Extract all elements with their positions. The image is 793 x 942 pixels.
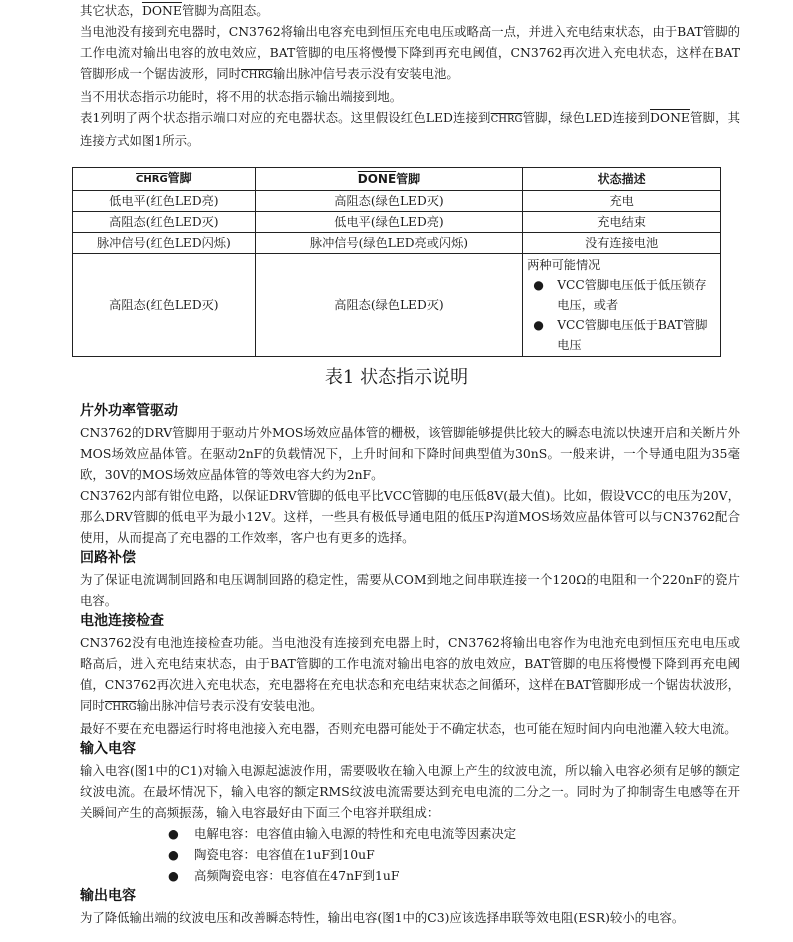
header-suffix: 管脚 <box>396 172 421 186</box>
intro-paragraph-3: 当不用状态指示功能时，将不用的状态指示输出端接到地。 <box>80 89 403 104</box>
table-row <box>73 212 721 233</box>
intro-para2-a: 当电池没有接到充电器时，CN3762将输出电容充电到恒压充电电压或略高一点，并进入充电结束状态，由于BAT管脚的工作电流对输出电容的放电效应，BAT管脚的电压将慢慢下降到再充电阈值，CN3762再次进入充电状态，这样在BAT管脚形成一个锯齿波形，同时 <box>80 24 740 81</box>
body-sections <box>80 401 740 928</box>
chrg-signal: CHRG <box>241 70 273 81</box>
table-cell: 低电平(红色LED亮) <box>73 191 256 212</box>
intro-para4-b: 管脚，绿色LED连接到 <box>522 110 650 125</box>
bullet-icon: ● <box>533 278 544 292</box>
header-chrg-pin <box>73 168 256 191</box>
list-item-text: 陶瓷电容：电容值在1uF到10uF <box>194 847 375 862</box>
intro-block <box>80 0 740 151</box>
table-header-row <box>73 168 721 191</box>
table-cell: 高阻态(绿色LED灭) <box>255 191 523 212</box>
list-item-text: 电解电容：电容值由输入电源的特性和充电电流等因素决定 <box>194 826 517 841</box>
table-cell: 脉冲信号(红色LED闪烁) <box>73 233 256 254</box>
done-signal: DONE <box>357 172 397 186</box>
list-item <box>527 315 716 355</box>
chrg-signal: CHRG <box>104 702 137 713</box>
list-item-text: VCC管脚电压低于BAT管脚电压 <box>557 318 708 352</box>
intro-line1-suffix: 管脚为高阻态。 <box>181 3 269 18</box>
bullet-icon: ● <box>168 868 179 883</box>
bullet-icon: ● <box>168 847 179 862</box>
intro-line-1 <box>80 0 740 21</box>
intro-paragraph-2 <box>80 21 740 86</box>
intro-para2-b: 输出脉冲信号表示没有安装电池。 <box>272 66 459 81</box>
table-cell: 充电结束 <box>523 212 721 233</box>
driver-paragraph-1: CN3762的DRV管脚用于驱动片外MOS场效应晶体管的栅极，该管脚能够提供比较大的瞬态电流以快速开启和关断片外MOS场效应晶体管。在驱动2nF的负载情况下，上升时间和下降时间典型值为30nS。一般来讲，一个导通电阻为35毫欧，30V的MOS场效应晶体管的等效电容大约为2nF。 <box>80 425 740 482</box>
table-caption: 表1 状态指示说明 <box>324 367 469 388</box>
list-item-text: VCC管脚电压低于低压锁存电压，或者 <box>557 278 707 312</box>
table-cell: 脉冲信号(绿色LED亮或闪烁) <box>255 233 523 254</box>
loop-paragraph: 为了保证电流调制回路和电压调制回路的稳定性，需要从COM到地之间串联连接一个120Ω的电阻和一个220nF的瓷片电容。 <box>80 572 740 608</box>
battery-p1-b: 输出脉冲信号表示没有安装电池。 <box>136 698 323 713</box>
conditions-list <box>527 275 716 355</box>
battery-paragraph-2: 最好不要在充电器运行时将电池接入充电器，否则充电器可能处于不确定状态，也可能在短时间内向电池灌入较大电流。 <box>80 721 737 736</box>
section-title-output-cap: 输出电容 <box>80 888 136 904</box>
input-cap-list <box>80 823 740 886</box>
table-row <box>73 254 721 357</box>
header-suffix: 管脚 <box>167 171 192 185</box>
intro-para4-c: 管脚，其连接方式如图1所示。 <box>80 110 741 148</box>
table-cell: 高阻态(红色LED灭) <box>73 212 256 233</box>
list-item <box>168 823 740 844</box>
section-title-driver: 片外功率管驱动 <box>80 403 178 419</box>
intro-line1-prefix: 其它状态， <box>80 3 142 18</box>
table-cell: 没有连接电池 <box>523 233 721 254</box>
header-done-pin <box>255 168 523 191</box>
list-item <box>527 275 716 315</box>
section-title-loop: 回路补偿 <box>80 550 136 566</box>
table-cell: 高阻态(红色LED灭) <box>73 254 256 357</box>
chrg-signal: CHRG <box>136 174 168 185</box>
list-item <box>168 865 740 886</box>
status-table <box>72 167 721 357</box>
driver-paragraph-2: CN3762内部有钳位电路，以保证DRV管脚的低电平比VCC管脚的电压低8V(最大值)。比如，假设VCC的电压为20V，那么DRV管脚的低电平为最小12V。这样，一些具有极低导通电阻的低压P沟道MOS场效应晶体管可以与CN3762配合使用，从而提高了充电器的工作效率，客户也有更多的选择。 <box>80 488 740 545</box>
header-status: 状态描述 <box>523 168 721 191</box>
done-signal: DONE <box>649 110 690 125</box>
intro-paragraph-4 <box>80 107 740 151</box>
table-cell: 高阻态(绿色LED灭) <box>255 254 523 357</box>
table-cell: 低电平(绿色LED亮) <box>255 212 523 233</box>
conditions-title: 两种可能情况 <box>527 258 601 272</box>
battery-paragraph-1 <box>80 632 740 718</box>
bullet-icon: ● <box>533 318 544 332</box>
list-item-text: 高频陶瓷电容：电容值在47nF到1uF <box>194 868 400 883</box>
table-cell: 充电 <box>523 191 721 212</box>
table-row <box>73 191 721 212</box>
chrg-signal: CHRG <box>490 114 523 125</box>
list-item <box>168 844 740 865</box>
section-title-input-cap: 输入电容 <box>80 741 136 757</box>
section-title-battery: 电池连接检查 <box>80 613 164 629</box>
input-cap-paragraph: 输入电容(图1中的C1)对输入电源起滤波作用，需要吸收在输入电源上产生的纹波电流，所以输入电容必须有足够的额定纹波电流。在最坏情况下，输入电容的额定RMS纹波电流需要达到充电电流的二分之一。同时为了抑制寄生电感等在开关瞬间产生的高频振荡，输入电容最好由下面三个电容并联组成： <box>80 763 740 820</box>
output-cap-paragraph: 为了降低输出端的纹波电压和改善瞬态特性，输出电容(图1中的C3)应该选择串联等效电阻(ESR)较小的电容。 <box>80 910 685 925</box>
intro-para4-a: 表1列明了两个状态指示端口对应的充电器状态。这里假设红色LED连接到 <box>80 110 491 125</box>
bullet-icon: ● <box>168 826 179 841</box>
table-cell-conditions <box>523 254 721 357</box>
done-signal: DONE <box>141 3 182 18</box>
battery-p1-a: CN3762没有电池连接检查功能。当电池没有连接到充电器上时，CN3762将输出电容作为电池充电到恒压充电电压或略高后，进入充电结束状态，由于BAT管脚的工作电流对输出电容的放电效应，BAT管脚的电压将慢慢下降到再充电阈值，CN3762再次进入充电状态，充电器将在充电状态和充电结束状态之间循环，这样在BAT管脚形成一个锯齿状波形，同时 <box>80 635 740 713</box>
table-row <box>73 233 721 254</box>
